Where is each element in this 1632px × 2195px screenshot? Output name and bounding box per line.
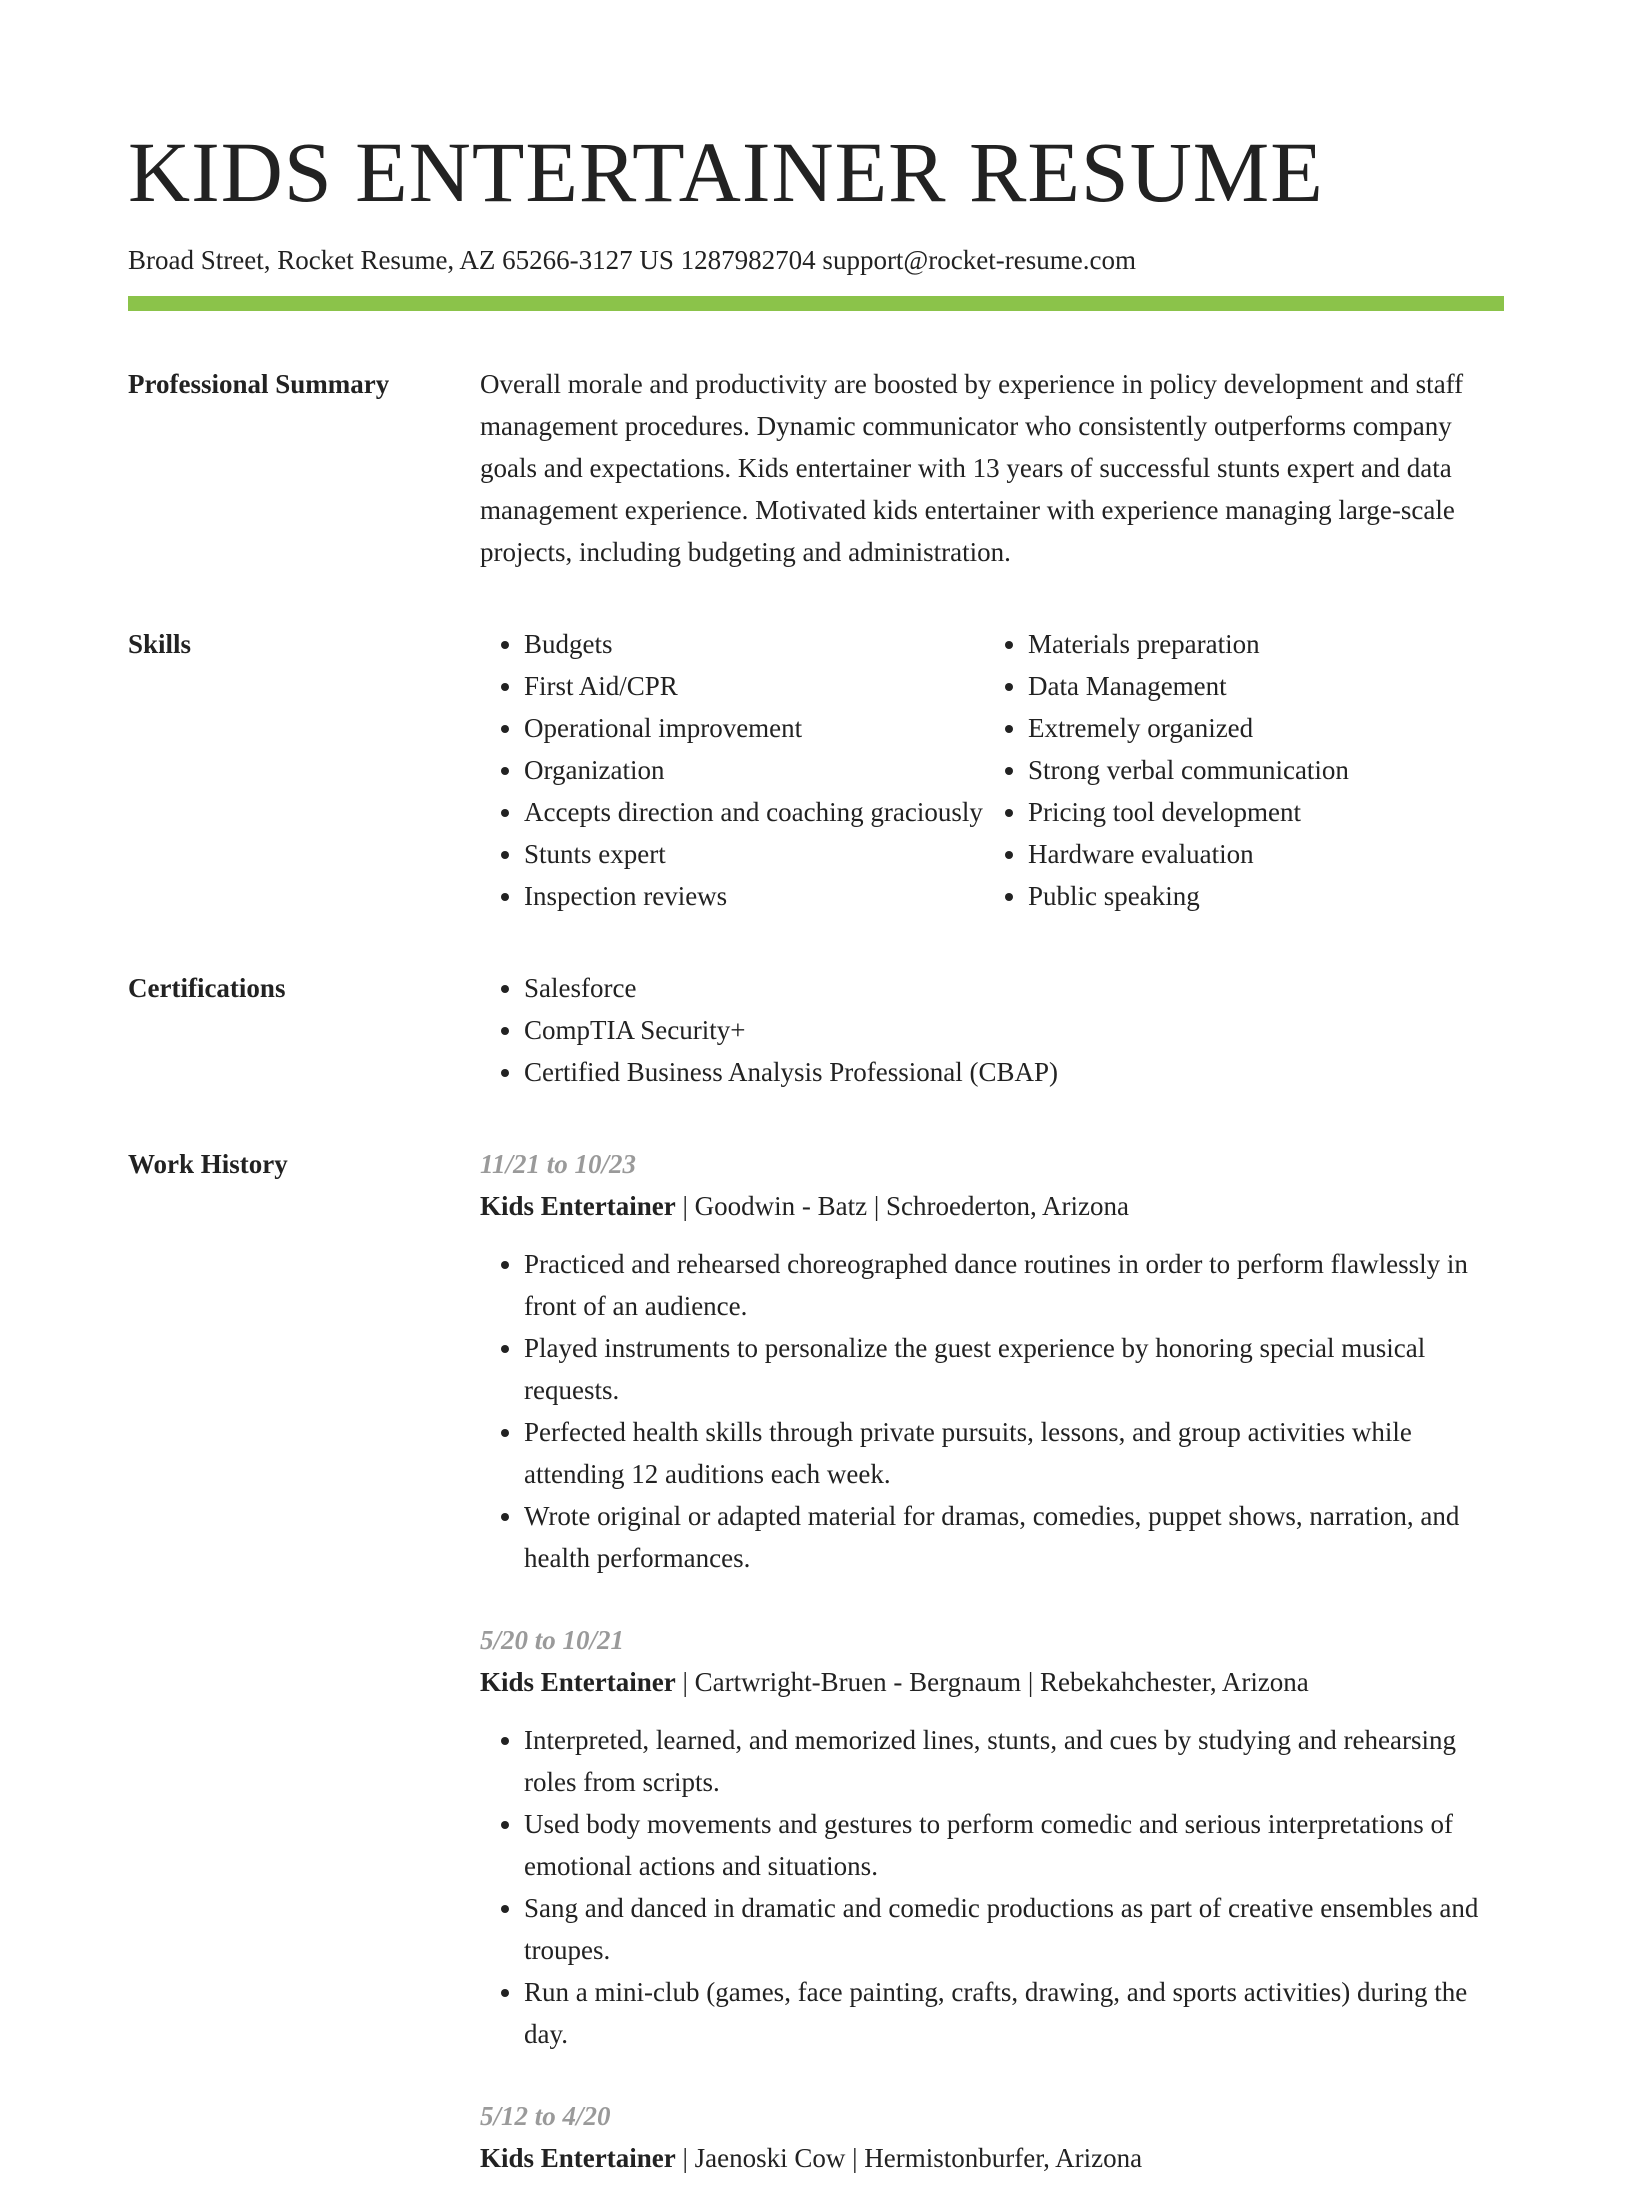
job-title: Kids Entertainer xyxy=(480,1191,676,1221)
job-bullets xyxy=(480,1719,1504,2055)
list-item: • Certified Business Analysis Professional (CBAP) xyxy=(524,1051,1504,1093)
list-item: • Stunts expert xyxy=(524,833,984,875)
job-heading xyxy=(480,1661,1504,1703)
skills-list-right xyxy=(984,623,1532,917)
resume-title: KIDS ENTERTAINER RESUME xyxy=(128,124,1324,220)
job-dates: 5/12 to 4/20 xyxy=(480,2101,611,2131)
job-heading xyxy=(480,2137,1504,2179)
list-item: • First Aid/CPR xyxy=(524,665,984,707)
certifications-list xyxy=(480,967,1504,1093)
resume-page xyxy=(128,0,1504,2195)
job-dates: 5/20 to 10/21 xyxy=(480,1625,625,1655)
job-entry xyxy=(480,1619,1504,2055)
job-dates: 11/21 to 10/23 xyxy=(480,1149,637,1179)
job-entry xyxy=(480,2095,1504,2179)
job-heading xyxy=(480,1185,1504,1227)
list-item: • Operational improvement xyxy=(524,707,984,749)
list-item: • Hardware evaluation xyxy=(1028,833,1532,875)
work-history-heading: Work History xyxy=(128,1149,288,1179)
list-item: • Salesforce xyxy=(524,967,1504,1009)
job-details: | Goodwin - Batz | Schroederton, Arizona xyxy=(675,1191,1129,1221)
list-item: • CompTIA Security+ xyxy=(524,1009,1504,1051)
contact-line: Broad Street, Rocket Resume, AZ 65266-3127 US 1287982704 support@rocket-resume.com xyxy=(128,245,1136,275)
list-item: • Organization xyxy=(524,749,984,791)
job-entry xyxy=(480,1143,1504,1579)
list-item: • Used body movements and gestures to perform comedic and serious interpretations of emotional actions and situations. xyxy=(524,1803,1504,1887)
job-details: | Cartwright-Bruen - Bergnaum | Rebekahchester, Arizona xyxy=(675,1667,1309,1697)
list-item: • Sang and danced in dramatic and comedic productions as part of creative ensembles and troupes. xyxy=(524,1887,1504,1971)
list-item: • Run a mini-club (games, face painting, crafts, drawing, and sports activities) during the day. xyxy=(524,1971,1504,2055)
list-item: • Materials preparation xyxy=(1028,623,1532,665)
list-item: • Strong verbal communication xyxy=(1028,749,1532,791)
list-item: • Interpreted, learned, and memorized lines, stunts, and cues by studying and rehearsing roles from scripts. xyxy=(524,1719,1504,1803)
list-item: • Budgets xyxy=(524,623,984,665)
summary-section xyxy=(128,363,1504,573)
skills-list-left xyxy=(480,623,984,917)
list-item: • Data Management xyxy=(1028,665,1532,707)
list-item: • Pricing tool development xyxy=(1028,791,1532,833)
job-title: Kids Entertainer xyxy=(480,2143,676,2173)
list-item: • Wrote original or adapted material for dramas, comedies, puppet shows, narration, and health performances. xyxy=(524,1495,1504,1579)
list-item: • Practiced and rehearsed choreographed dance routines in order to perform flawlessly in front of an audience. xyxy=(524,1243,1504,1327)
summary-heading: Professional Summary xyxy=(128,369,390,399)
job-details: | Jaenoski Cow | Hermistonburfer, Arizona xyxy=(675,2143,1143,2173)
list-item: • Extremely organized xyxy=(1028,707,1532,749)
list-item: • Public speaking xyxy=(1028,875,1532,917)
list-item: • Played instruments to personalize the guest experience by honoring special musical requests. xyxy=(524,1327,1504,1411)
job-bullets xyxy=(480,1243,1504,1579)
list-item: • Inspection reviews xyxy=(524,875,984,917)
summary-text: Overall morale and productivity are boosted by experience in policy development and staff management procedures. Dynamic communicator who consistently outperforms company goals and expectations. Kids entertainer with 13 years of successful stunts expert and data management experience. Motivated kids entertainer with experience managing large-scale projects, including budgeting and administration. xyxy=(480,369,1464,567)
job-title: Kids Entertainer xyxy=(480,1667,676,1697)
skills-heading: Skills xyxy=(128,629,192,659)
certifications-section xyxy=(128,967,1504,1093)
work-history-section xyxy=(128,1143,1504,2195)
list-item: • Perfected health skills through private pursuits, lessons, and group activities while attending 12 auditions each week. xyxy=(524,1411,1504,1495)
certifications-heading: Certifications xyxy=(128,973,286,1003)
list-item: • Accepts direction and coaching graciously xyxy=(524,791,984,833)
skills-section xyxy=(128,623,1504,917)
accent-divider xyxy=(128,296,1504,311)
